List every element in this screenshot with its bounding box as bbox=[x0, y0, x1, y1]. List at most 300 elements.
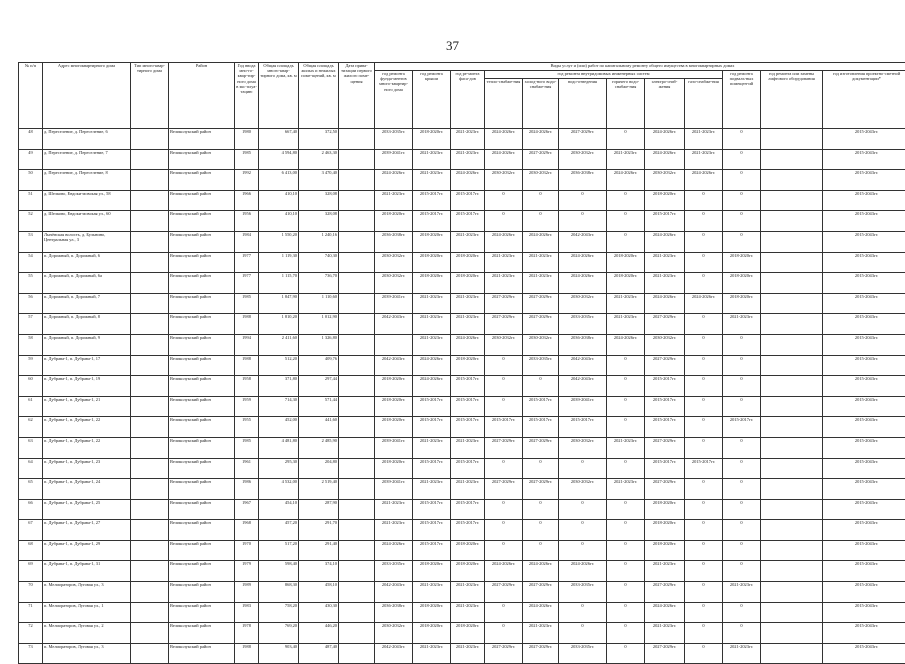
row-privat-date bbox=[339, 231, 375, 252]
row-cold-water: 0 bbox=[523, 376, 559, 397]
row-year: 1980 bbox=[235, 129, 259, 150]
row-hot-water: 0 bbox=[607, 520, 645, 541]
row-electric: 2018-2020гг. bbox=[645, 520, 685, 541]
row-gas: 0 bbox=[685, 231, 723, 252]
row-address: д. Переселение, д. Переселение, 7 bbox=[43, 149, 131, 170]
row-basement: 2021-2023гг. bbox=[723, 582, 761, 603]
row-facade-repair: 2015-2017гг. bbox=[451, 211, 485, 232]
row-design: 2015-2043гг. bbox=[823, 252, 905, 273]
table-row bbox=[19, 355, 905, 376]
row-district: Великолукский район bbox=[169, 602, 235, 623]
row-design: 2015-2043гг. bbox=[823, 602, 905, 623]
row-number: 71 bbox=[19, 602, 43, 623]
header-gas: газо-снабже-ния bbox=[685, 79, 723, 129]
row-heat: 2027-2029гг. bbox=[485, 582, 523, 603]
row-cold-water: 2027-2029гг. bbox=[523, 582, 559, 603]
row-design: 2015-2043гг. bbox=[823, 334, 905, 355]
table-row bbox=[19, 149, 905, 170]
row-facade-repair: 2018-2020гг. bbox=[451, 355, 485, 376]
row-roof-repair: 2018-2020гг. bbox=[413, 561, 451, 582]
table-row bbox=[19, 231, 905, 252]
row-basement: 0 bbox=[723, 479, 761, 500]
row-fund-repair: 2033-2035гг. bbox=[375, 129, 413, 150]
row-res-area: 1 240,16 bbox=[299, 231, 339, 252]
row-electric: 2027-2029гг. bbox=[645, 582, 685, 603]
row-hot-water: 0 bbox=[607, 396, 645, 417]
row-fund-repair: 2030-2032гг. bbox=[375, 273, 413, 294]
row-address: п. Дубрава-1, п. Дубрава-1, 25 bbox=[43, 499, 131, 520]
row-basement: 0 bbox=[723, 190, 761, 211]
row-electric: 2024-2026гг. bbox=[645, 231, 685, 252]
row-gas: 0 bbox=[685, 540, 723, 561]
row-type bbox=[131, 252, 169, 273]
row-roof-repair: 2018-2020гг. bbox=[413, 273, 451, 294]
row-year: 1985 bbox=[235, 293, 259, 314]
table-row bbox=[19, 499, 905, 520]
row-district: Великолукский район bbox=[169, 231, 235, 252]
row-hot-water: 2021-2023гг. bbox=[607, 293, 645, 314]
row-year: 1959 bbox=[235, 396, 259, 417]
header-internal-group: год ремонта внутридомовых инженерных систем bbox=[485, 71, 723, 79]
row-res-area: 1 110,60 bbox=[299, 293, 339, 314]
row-facade-repair: 2021-2023гг. bbox=[451, 314, 485, 335]
row-hot-water: 0 bbox=[607, 561, 645, 582]
row-res-area: 1 012,90 bbox=[299, 314, 339, 335]
row-basement: 0 bbox=[723, 334, 761, 355]
row-facade-repair: 2021-2023гг. bbox=[451, 293, 485, 314]
row-res-area: 446,20 bbox=[299, 623, 339, 644]
row-roof-repair: 2018-2020гг. bbox=[413, 252, 451, 273]
row-sewer: 2030-2032гг. bbox=[559, 149, 607, 170]
row-sewer: 2024-2026гг. bbox=[559, 252, 607, 273]
row-fund-repair: 2030-2032гг. bbox=[375, 252, 413, 273]
row-number: 51 bbox=[19, 190, 43, 211]
row-heat: 2027-2029гг. bbox=[485, 437, 523, 458]
row-basement: 0 bbox=[723, 149, 761, 170]
row-fund-repair: 2021-2023гг. bbox=[375, 190, 413, 211]
header-sewer: водо-отведения bbox=[559, 79, 607, 129]
header-no: № п/п bbox=[19, 63, 43, 129]
row-type bbox=[131, 376, 169, 397]
row-privat-date bbox=[339, 334, 375, 355]
row-roof-repair: 2015-2017гг. bbox=[413, 458, 451, 479]
row-privat-date bbox=[339, 252, 375, 273]
row-heat: 2024-2026гг. bbox=[485, 561, 523, 582]
row-year: 1978 bbox=[235, 623, 259, 644]
table-body bbox=[19, 129, 905, 664]
row-basement: 0 bbox=[723, 231, 761, 252]
row-heat: 0 bbox=[485, 355, 523, 376]
row-roof-repair: 2024-2026гг. bbox=[413, 376, 451, 397]
header-type: Тип много-квар-тирного дома bbox=[131, 63, 169, 129]
row-heat: 2024-2026гг. bbox=[485, 129, 523, 150]
row-heat: 0 bbox=[485, 540, 523, 561]
row-district: Великолукский район bbox=[169, 314, 235, 335]
row-electric: 2018-2020гг. bbox=[645, 499, 685, 520]
row-elevator bbox=[761, 149, 823, 170]
row-elevator bbox=[761, 252, 823, 273]
row-cold-water: 2024-2026гг. bbox=[523, 561, 559, 582]
table-row bbox=[19, 376, 905, 397]
row-fund-repair: 2042-2043гг. bbox=[375, 582, 413, 603]
row-fund-repair: 2036-2038гг. bbox=[375, 231, 413, 252]
row-privat-date bbox=[339, 417, 375, 438]
row-hot-water: 0 bbox=[607, 602, 645, 623]
row-cold-water: 2021-2023гг. bbox=[523, 252, 559, 273]
row-number: 73 bbox=[19, 643, 43, 664]
row-number: 54 bbox=[19, 252, 43, 273]
row-number: 62 bbox=[19, 417, 43, 438]
row-district: Великолукский район bbox=[169, 499, 235, 520]
row-gas: 2024-2026гг. bbox=[685, 293, 723, 314]
row-year: 1966 bbox=[235, 190, 259, 211]
row-fund-repair: 2039-2041гг. bbox=[375, 437, 413, 458]
row-cold-water: 2027-2029гг. bbox=[523, 479, 559, 500]
row-elevator bbox=[761, 314, 823, 335]
row-privat-date bbox=[339, 293, 375, 314]
row-res-area: 291,70 bbox=[299, 520, 339, 541]
header-basement: год ремонта подваль-ных помещен-ий bbox=[723, 71, 761, 129]
row-year: 1967 bbox=[235, 499, 259, 520]
row-number: 67 bbox=[19, 520, 43, 541]
row-address: п. Дубрава-1, п. Дубрава-1, 31 bbox=[43, 561, 131, 582]
row-type bbox=[131, 170, 169, 191]
row-gas: 0 bbox=[685, 437, 723, 458]
table-row bbox=[19, 190, 905, 211]
row-res-area: 430,30 bbox=[299, 602, 339, 623]
row-elevator bbox=[761, 561, 823, 582]
row-address: д. Шелково, Евдоки-мовская ул., 60 bbox=[43, 211, 131, 232]
row-electric: 2021-2023гг. bbox=[645, 561, 685, 582]
row-address: п. Дорожный, п. Дорожный, 7 bbox=[43, 293, 131, 314]
row-res-area: 740,30 bbox=[299, 252, 339, 273]
row-district: Великолукский район bbox=[169, 376, 235, 397]
row-address: п. Дубрава-1, п. Дубрава-1, 17 bbox=[43, 355, 131, 376]
repair-schedule-sheet bbox=[18, 62, 886, 664]
row-electric: 2021-2023гг. bbox=[645, 273, 685, 294]
row-fund-repair: 2021-2023гг. bbox=[375, 499, 413, 520]
row-gas: 0 bbox=[685, 211, 723, 232]
row-res-area: 1 326,80 bbox=[299, 334, 339, 355]
table-row bbox=[19, 643, 905, 664]
row-total-area: 598,40 bbox=[259, 561, 299, 582]
row-res-area: 328,08 bbox=[299, 211, 339, 232]
row-basement: 0 bbox=[723, 458, 761, 479]
row-sewer: 2024-2026гг. bbox=[559, 561, 607, 582]
row-district: Великолукский район bbox=[169, 149, 235, 170]
row-design: 2015-2043гг. bbox=[823, 211, 905, 232]
row-cold-water: 2027-2029гг. bbox=[523, 643, 559, 664]
row-roof-repair: 2015-2017гг. bbox=[413, 520, 451, 541]
row-cold-water: 0 bbox=[523, 540, 559, 561]
row-res-area: 458,10 bbox=[299, 582, 339, 603]
row-electric: 2027-2029гг. bbox=[645, 437, 685, 458]
row-number: 50 bbox=[19, 170, 43, 191]
row-year: 1961 bbox=[235, 458, 259, 479]
row-district: Великолукский район bbox=[169, 334, 235, 355]
table-row bbox=[19, 129, 905, 150]
row-district: Великолукский район bbox=[169, 623, 235, 644]
row-electric: 2030-2032гг. bbox=[645, 170, 685, 191]
row-elevator bbox=[761, 273, 823, 294]
row-type bbox=[131, 499, 169, 520]
header-electric: электро-снаб-жения bbox=[645, 79, 685, 129]
row-privat-date bbox=[339, 149, 375, 170]
row-heat: 2027-2029гг. bbox=[485, 479, 523, 500]
row-sewer: 2036-2038гг. bbox=[559, 334, 607, 355]
row-elevator bbox=[761, 623, 823, 644]
row-fund-repair: 2018-2020гг. bbox=[375, 458, 413, 479]
row-sewer: 2042-2043гг. bbox=[559, 231, 607, 252]
row-type bbox=[131, 417, 169, 438]
row-cold-water: 2021-2023гг. bbox=[523, 273, 559, 294]
row-type bbox=[131, 355, 169, 376]
row-res-area: 374,10 bbox=[299, 561, 339, 582]
row-privat-date bbox=[339, 396, 375, 417]
row-gas: 0 bbox=[685, 520, 723, 541]
row-privat-date bbox=[339, 355, 375, 376]
header-design: год изготовления проектно-сметной документации* bbox=[823, 71, 905, 129]
row-total-area: 4 532,00 bbox=[259, 479, 299, 500]
row-district: Великолукский район bbox=[169, 355, 235, 376]
row-hot-water: 2021-2023гг. bbox=[607, 479, 645, 500]
row-sewer: 0 bbox=[559, 458, 607, 479]
row-roof-repair: 2021-2023гг. bbox=[413, 582, 451, 603]
row-hot-water: 0 bbox=[607, 129, 645, 150]
row-electric: 2021-2023гг. bbox=[645, 623, 685, 644]
row-basement: 0 bbox=[723, 211, 761, 232]
row-facade-repair: 2021-2023гг. bbox=[451, 129, 485, 150]
row-roof-repair: 2018-2020гг. bbox=[413, 129, 451, 150]
row-facade-repair: 2018-2020гг. bbox=[451, 561, 485, 582]
row-sewer: 0 bbox=[559, 540, 607, 561]
row-res-area: 297,44 bbox=[299, 376, 339, 397]
row-district: Великолукский район bbox=[169, 520, 235, 541]
row-electric: 2024-2026гг. bbox=[645, 293, 685, 314]
row-year: 1985 bbox=[235, 437, 259, 458]
row-cold-water: 0 bbox=[523, 458, 559, 479]
row-gas: 0 bbox=[685, 582, 723, 603]
row-fund-repair: 2036-2038гг. bbox=[375, 602, 413, 623]
row-res-area: 2 485,90 bbox=[299, 437, 339, 458]
row-hot-water: 0 bbox=[607, 540, 645, 561]
row-electric: 2024-2026гг. bbox=[645, 129, 685, 150]
row-number: 68 bbox=[19, 540, 43, 561]
row-cold-water: 2027-2029гг. bbox=[523, 314, 559, 335]
header-privat-date: Дата прива-тизации первого жилого поме-щения bbox=[339, 63, 375, 129]
row-gas: 0 bbox=[685, 355, 723, 376]
row-res-area: 2 463,30 bbox=[299, 149, 339, 170]
row-res-area: 2 519,40 bbox=[299, 479, 339, 500]
row-roof-repair: 2021-2023гг. bbox=[413, 314, 451, 335]
row-year: 1955 bbox=[235, 417, 259, 438]
row-district: Великолукский район bbox=[169, 293, 235, 314]
row-elevator bbox=[761, 499, 823, 520]
row-design: 2015-2043гг. bbox=[823, 479, 905, 500]
row-design: 2015-2043гг. bbox=[823, 190, 905, 211]
row-hot-water: 0 bbox=[607, 211, 645, 232]
table-row bbox=[19, 623, 905, 644]
row-privat-date bbox=[339, 211, 375, 232]
row-roof-repair: 2024-2026гг. bbox=[413, 355, 451, 376]
row-facade-repair: 2015-2017гг. bbox=[451, 520, 485, 541]
row-total-area: 2 411,60 bbox=[259, 334, 299, 355]
row-cold-water: 0 bbox=[523, 499, 559, 520]
row-total-area: 1 550,20 bbox=[259, 231, 299, 252]
row-elevator bbox=[761, 417, 823, 438]
row-electric: 2024-2026гг. bbox=[645, 602, 685, 623]
row-privat-date bbox=[339, 582, 375, 603]
row-address: п. Дубрава-1, п. Дубрава-1, 22 bbox=[43, 417, 131, 438]
row-facade-repair: 2018-2020гг. bbox=[451, 252, 485, 273]
row-design: 2015-2043гг. bbox=[823, 376, 905, 397]
row-type bbox=[131, 314, 169, 335]
row-number: 61 bbox=[19, 396, 43, 417]
row-number: 72 bbox=[19, 623, 43, 644]
row-number: 60 bbox=[19, 376, 43, 397]
row-res-area: 571,44 bbox=[299, 396, 339, 417]
row-facade-repair: 2024-2026гг. bbox=[451, 334, 485, 355]
row-gas: 0 bbox=[685, 396, 723, 417]
row-res-area: 287,90 bbox=[299, 499, 339, 520]
row-privat-date bbox=[339, 437, 375, 458]
row-basement: 0 bbox=[723, 170, 761, 191]
row-heat: 2024-2026гг. bbox=[485, 149, 523, 170]
row-heat: 2021-2023гг. bbox=[485, 252, 523, 273]
header-year: Год ввода мно-го-квар-тир-ного дома в экс-плуа-тацию bbox=[235, 63, 259, 129]
row-design: 2015-2043гг. bbox=[823, 231, 905, 252]
row-sewer: 0 bbox=[559, 520, 607, 541]
row-electric: 2021-2023гг. bbox=[645, 252, 685, 273]
row-basement: 0 bbox=[723, 355, 761, 376]
row-privat-date bbox=[339, 376, 375, 397]
row-district: Великолукский район bbox=[169, 540, 235, 561]
row-number: 52 bbox=[19, 211, 43, 232]
header-cold-water: холод-ного водо-снабже-ния bbox=[523, 79, 559, 129]
row-total-area: 1 115,70 bbox=[259, 273, 299, 294]
row-elevator bbox=[761, 170, 823, 191]
table-row bbox=[19, 582, 905, 603]
row-design: 2015-2043гг. bbox=[823, 293, 905, 314]
row-elevator bbox=[761, 211, 823, 232]
row-cold-water: 2015-2017гг. bbox=[523, 396, 559, 417]
row-heat: 0 bbox=[485, 211, 523, 232]
row-design: 2015-2043гг. bbox=[823, 396, 905, 417]
row-roof-repair: 2015-2017гг. bbox=[413, 396, 451, 417]
row-design: 2015-2043гг. bbox=[823, 540, 905, 561]
row-cold-water: 2027-2029гг. bbox=[523, 437, 559, 458]
row-privat-date bbox=[339, 520, 375, 541]
row-elevator bbox=[761, 582, 823, 603]
row-elevator bbox=[761, 129, 823, 150]
row-hot-water: 0 bbox=[607, 417, 645, 438]
row-address: п. Дубрава-1, п. Дубрава-1, 21 bbox=[43, 396, 131, 417]
row-total-area: 457,20 bbox=[259, 520, 299, 541]
row-type bbox=[131, 540, 169, 561]
row-heat: 0 bbox=[485, 520, 523, 541]
row-fund-repair: 2042-2043гг. bbox=[375, 355, 413, 376]
row-res-area: 372,50 bbox=[299, 129, 339, 150]
row-gas: 0 bbox=[685, 334, 723, 355]
row-basement: 0 bbox=[723, 376, 761, 397]
row-fund-repair: 2039-2041гг. bbox=[375, 479, 413, 500]
row-year: 1977 bbox=[235, 273, 259, 294]
row-roof-repair: 2015-2017гг. bbox=[413, 190, 451, 211]
row-cold-water: 2027-2029гг. bbox=[523, 149, 559, 170]
row-total-area: 6 413,00 bbox=[259, 170, 299, 191]
row-type bbox=[131, 602, 169, 623]
row-sewer: 2030-2032гг. bbox=[559, 293, 607, 314]
row-roof-repair: 2021-2023гг. bbox=[413, 170, 451, 191]
row-design: 2015-2043гг. bbox=[823, 273, 905, 294]
row-heat: 2030-2032гг. bbox=[485, 170, 523, 191]
row-privat-date bbox=[339, 540, 375, 561]
row-res-area: 441,60 bbox=[299, 417, 339, 438]
row-total-area: 1 119,30 bbox=[259, 252, 299, 273]
row-number: 57 bbox=[19, 314, 43, 335]
row-year: 1956 bbox=[235, 211, 259, 232]
row-basement: 0 bbox=[723, 396, 761, 417]
row-total-area: 517,20 bbox=[259, 540, 299, 561]
row-electric: 2015-2017гг. bbox=[645, 376, 685, 397]
row-address: д. Переселение, д. Переселение, 6 bbox=[43, 129, 131, 150]
row-type bbox=[131, 293, 169, 314]
row-roof-repair: 2018-2020гг. bbox=[413, 602, 451, 623]
row-type bbox=[131, 520, 169, 541]
row-design: 2015-2043гг. bbox=[823, 582, 905, 603]
row-electric: 2018-2020гг. bbox=[645, 540, 685, 561]
row-electric: 2024-2026гг. bbox=[645, 149, 685, 170]
row-fund-repair: 2018-2020гг. bbox=[375, 376, 413, 397]
row-electric: 2018-2020гг. bbox=[645, 190, 685, 211]
row-elevator bbox=[761, 437, 823, 458]
row-heat: 0 bbox=[485, 623, 523, 644]
row-design: 2015-2043гг. bbox=[823, 129, 905, 150]
row-year: 1988 bbox=[235, 643, 259, 664]
row-electric: 2027-2029гг. bbox=[645, 643, 685, 664]
row-basement: 0 bbox=[723, 561, 761, 582]
row-hot-water: 0 bbox=[607, 376, 645, 397]
row-elevator bbox=[761, 479, 823, 500]
row-cold-water: 0 bbox=[523, 190, 559, 211]
row-type bbox=[131, 273, 169, 294]
row-district: Великолукский район bbox=[169, 561, 235, 582]
row-facade-repair: 2021-2023гг. bbox=[451, 149, 485, 170]
row-facade-repair: 2015-2017гг. bbox=[451, 190, 485, 211]
row-elevator bbox=[761, 602, 823, 623]
row-facade-repair: 2021-2023гг. bbox=[451, 602, 485, 623]
row-design: 2015-2043гг. bbox=[823, 561, 905, 582]
row-privat-date bbox=[339, 129, 375, 150]
row-heat: 2027-2029гг. bbox=[485, 643, 523, 664]
row-elevator bbox=[761, 376, 823, 397]
row-facade-repair: 2021-2023гг. bbox=[451, 231, 485, 252]
row-facade-repair: 2021-2023гг. bbox=[451, 437, 485, 458]
row-fund-repair bbox=[375, 334, 413, 355]
row-address: п. Дорожный, п. Дорожный, 9 bbox=[43, 334, 131, 355]
row-address: п. Мелиораторов, Луговая ул., 2 bbox=[43, 623, 131, 644]
row-gas: 0 bbox=[685, 417, 723, 438]
row-number: 64 bbox=[19, 458, 43, 479]
row-basement: 2018-2020гг. bbox=[723, 293, 761, 314]
table-row bbox=[19, 561, 905, 582]
header-address: Адрес многоквартирного дома bbox=[43, 63, 131, 129]
row-elevator bbox=[761, 396, 823, 417]
row-cold-water: 2024-2026гг. bbox=[523, 129, 559, 150]
row-total-area: 758,20 bbox=[259, 602, 299, 623]
row-roof-repair: 2015-2017гг. bbox=[413, 211, 451, 232]
table-row bbox=[19, 540, 905, 561]
